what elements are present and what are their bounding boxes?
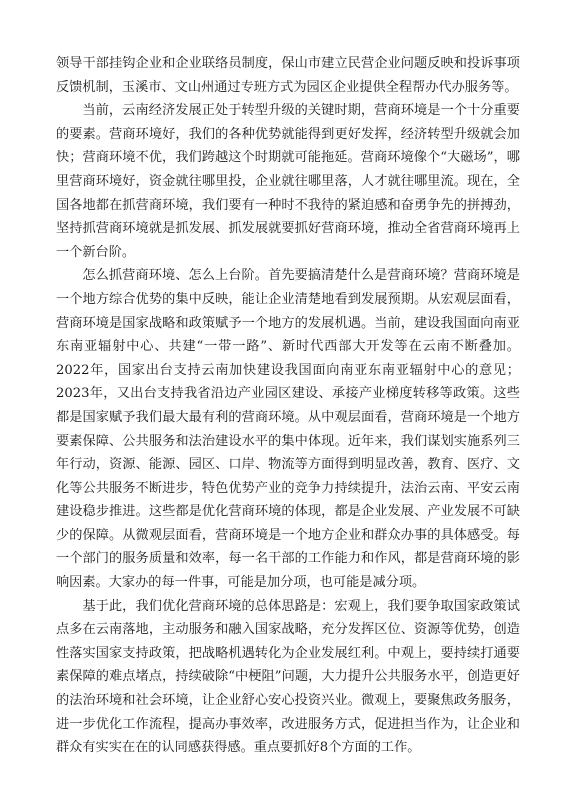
document-body: [56, 52, 520, 760]
paragraph-what-is-business-environment: 怎么抓营商环境、怎么上台阶。首先要搞清楚什么是营商环境？营商环境是一个地方综合优势的集中反映，能让企业清楚地看到发展预期。从宏观层面看，营商环境是国家战略和政策赋予一个地方的发展机遇。当前，建设我国面向南亚东南亚辐射中心、共建“一带一路”、新时代西部大开发等在云南不断叠加。2022年，国家出台支持云南加快建设我国面向南亚东南亚辐射中心的意见；2023年，又出台支持我省沿边产业园区建设、承接产业梯度转移等政策。这些都是国家赋予我们最大最有利的营商环境。从中观层面看，营商环境是一个地方要素保障、公共服务和法治建设水平的集中体现。近年来，我们谋划实施系列三年行动，资源、能源、园区、口岸、物流等方面得到明显改善，教育、医疗、文化等公共服务不断进步，特色优势产业的竞争力持续提升，法治云南、平安云南建设稳步推进。这些都是优化营商环境的体现，都是企业发展、产业发展不可缺少的保障。从微观层面看，营商环境是一个地方企业和群众办事的具体感受。每一个部门的服务质量和效率，每一名干部的工作能力和作风，都是营商环境的影响因素。大家办的每一件事，可能是加分项，也可能是减分项。: [56, 268, 520, 591]
paragraph-overall-approach: 基于此，我们优化营商环境的总体思路是：宏观上，我们要争取国家政策试点多在云南落地，主动服务和融入国家战略，充分发挥区位、资源等优势，创造性落实国家支持政策，把战略机遇转化为企业发展红利。中观上，要持续打通要素保障的难点堵点，持续破除“中梗阻”问题，大力提升公共服务水平，创造更好的法治环境和社会环境，让企业舒心安心投资兴业。微观上，要聚焦政务服务，进一步优化工作流程，提高办事效率，改进服务方式，促进担当作为，让企业和群众有实实在在的认同感获得感。重点要抓好8个方面的工作。: [56, 598, 520, 756]
paragraph-current-situation: 当前，云南经济发展正处于转型升级的关键时期，营商环境是一个十分重要的要素。营商环境好，我们的各种优势就能得到更好发挥，经济转型升级就会加快；营商环境不优，我们跨越这个时期就可能拖延。营商环境像个“大磁场”，哪里营商环境好，资金就往哪里投，企业就往哪里落，人才就往哪里流。现在，全国各地都在抓营商环境，我们要有一种时不我待的紧迫感和奋勇争先的拼搏劲，坚持抓营商环境就是抓发展、抓发展就要抓好营商环境，推动全省营商环境再上一个新台阶。: [56, 103, 520, 260]
paragraph-continued: 领导干部挂钩企业和企业联络员制度，保山市建立民营企业问题反映和投诉事项反馈机制，玉溪市、文山州通过专班方式为园区企业提供全程帮办代办服务等。: [56, 56, 520, 95]
